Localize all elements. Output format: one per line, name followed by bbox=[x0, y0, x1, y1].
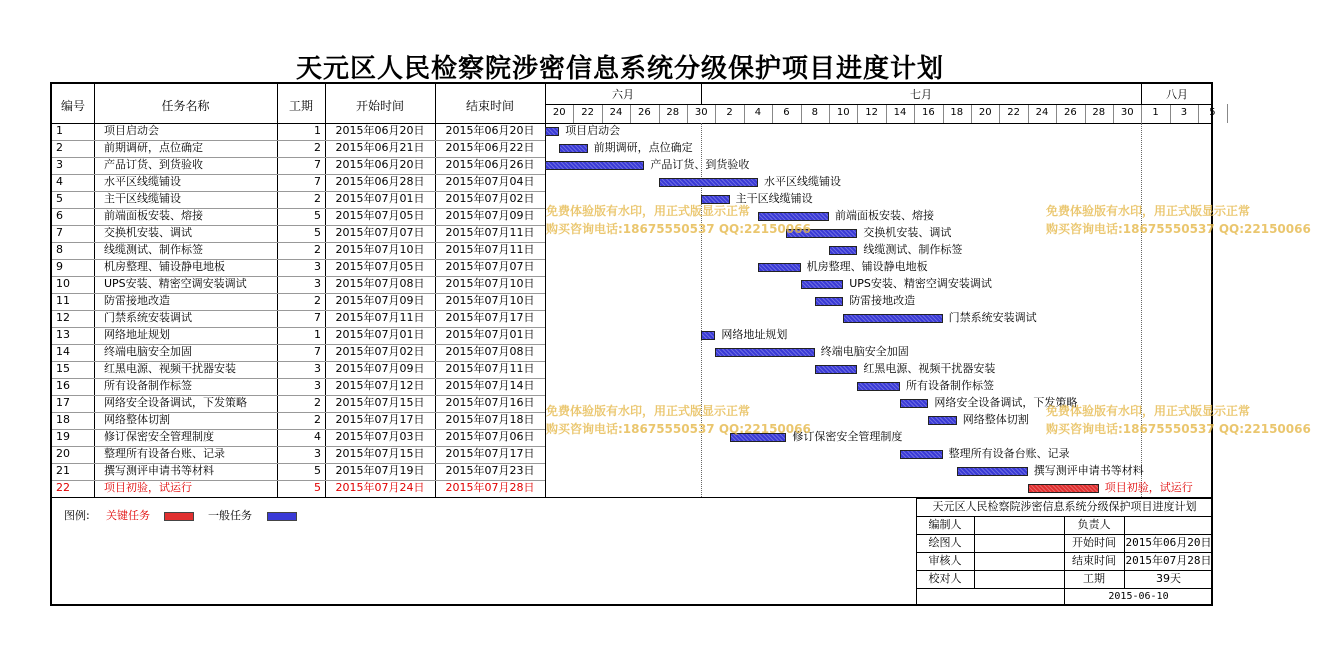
header-duration: 工期 bbox=[288, 99, 313, 113]
task-id: 6 bbox=[56, 209, 63, 222]
task-duration: 7 bbox=[314, 158, 321, 171]
gantt-bar bbox=[843, 314, 942, 323]
gantt-bar bbox=[701, 331, 715, 340]
gantt-frame bbox=[50, 82, 1311, 606]
info-date: 2015-06-10 bbox=[1108, 591, 1169, 602]
info-title: 天元区人民检察院涉密信息系统分级保护项目进度计划 bbox=[932, 500, 1197, 513]
info-editor-label: 编制人 bbox=[928, 518, 962, 531]
watermark-line1: 免费体验版有水印，用正式版显示正常 bbox=[1046, 204, 1251, 218]
gantt-bar bbox=[957, 467, 1028, 476]
table-row bbox=[52, 310, 545, 327]
task-id: 15 bbox=[56, 362, 70, 375]
task-duration: 2 bbox=[314, 294, 321, 307]
timeline-tick: 5 bbox=[1209, 107, 1216, 118]
task-end: 2015年06月20日 bbox=[445, 124, 535, 137]
task-end: 2015年06月26日 bbox=[445, 158, 535, 171]
task-duration: 5 bbox=[314, 226, 321, 239]
task-duration: 3 bbox=[314, 277, 321, 290]
table-row bbox=[52, 276, 545, 293]
gantt-bar bbox=[815, 297, 843, 306]
task-duration: 4 bbox=[314, 430, 321, 443]
month-august: 八月 bbox=[1166, 88, 1188, 101]
task-id: 2 bbox=[56, 141, 63, 154]
task-start: 2015年07月19日 bbox=[335, 464, 425, 477]
month-july: 七月 bbox=[910, 88, 932, 101]
task-start: 2015年07月17日 bbox=[335, 413, 425, 426]
month-boundary-line bbox=[1141, 123, 1142, 497]
table-row bbox=[52, 293, 545, 310]
task-id: 17 bbox=[56, 396, 70, 409]
tick-divider bbox=[1227, 104, 1228, 123]
task-id: 21 bbox=[56, 464, 70, 477]
task-start: 2015年07月07日 bbox=[335, 226, 425, 239]
gantt-bar-label: 撰写测评申请书等材料 bbox=[1033, 464, 1144, 477]
timeline-tick: 2 bbox=[726, 107, 733, 118]
task-name: 项目初验，试运行 bbox=[104, 481, 192, 494]
info-duration-label: 工期 bbox=[1083, 572, 1105, 585]
task-name: 项目启动会 bbox=[104, 124, 159, 137]
task-id: 19 bbox=[56, 430, 70, 443]
task-start: 2015年07月01日 bbox=[335, 192, 425, 205]
table-row bbox=[52, 225, 545, 242]
task-duration: 1 bbox=[314, 328, 321, 341]
task-duration: 3 bbox=[314, 447, 321, 460]
task-name: 交换机安装、调试 bbox=[104, 226, 192, 239]
task-end: 2015年07月09日 bbox=[445, 209, 535, 222]
header-name: 任务名称 bbox=[161, 99, 210, 113]
task-start: 2015年07月09日 bbox=[335, 362, 425, 375]
task-name: 防雷接地改造 bbox=[104, 294, 170, 307]
gantt-bar bbox=[801, 280, 844, 289]
task-duration: 7 bbox=[314, 311, 321, 324]
watermark-line1: 免费体验版有水印，用正式版显示正常 bbox=[1046, 404, 1251, 418]
timeline-tick: 20 bbox=[978, 107, 992, 118]
task-end: 2015年07月04日 bbox=[445, 175, 535, 188]
timeline-tick: 28 bbox=[1092, 107, 1106, 118]
task-name: 网络地址规划 bbox=[104, 328, 170, 341]
task-start: 2015年07月03日 bbox=[335, 430, 425, 443]
table-row bbox=[52, 157, 545, 174]
task-id: 13 bbox=[56, 328, 70, 341]
task-name: 主干区线缆铺设 bbox=[104, 192, 181, 205]
gantt-bar-label: 项目初验，试运行 bbox=[1104, 481, 1193, 494]
watermark-line1: 免费体验版有水印，用正式版显示正常 bbox=[546, 204, 751, 218]
task-name: 所有设备制作标签 bbox=[104, 379, 192, 392]
gantt-bar-label: 机房整理、铺设静电地板 bbox=[806, 260, 928, 273]
task-duration: 3 bbox=[314, 379, 321, 392]
gantt-bar-label: UPS安装、精密空调安装调试 bbox=[849, 277, 992, 290]
table-row bbox=[52, 395, 545, 412]
task-start: 2015年07月11日 bbox=[335, 311, 425, 324]
task-id: 1 bbox=[56, 124, 63, 137]
gantt-bar bbox=[659, 178, 758, 187]
table-row bbox=[52, 412, 545, 429]
timeline-tick: 26 bbox=[638, 107, 651, 118]
task-start: 2015年07月09日 bbox=[335, 294, 425, 307]
task-id: 14 bbox=[56, 345, 70, 358]
timeline-tick: 20 bbox=[552, 107, 566, 118]
task-name: 前期调研，点位确定 bbox=[104, 141, 203, 154]
gantt-bar-label: 网络地址规划 bbox=[721, 328, 788, 341]
timeline-tick: 24 bbox=[609, 107, 623, 118]
task-name: 机房整理、铺设静电地板 bbox=[104, 260, 225, 273]
task-duration: 3 bbox=[314, 260, 321, 273]
timeline-tick: 3 bbox=[1180, 107, 1188, 118]
task-start: 2015年07月01日 bbox=[335, 328, 425, 341]
task-end: 2015年07月23日 bbox=[445, 464, 535, 477]
timeline-tick: 12 bbox=[865, 107, 878, 118]
table-row bbox=[52, 259, 545, 276]
gantt-bar-label: 前期调研，点位确定 bbox=[593, 141, 693, 154]
task-name: 线缆测试、制作标签 bbox=[104, 243, 203, 256]
task-end: 2015年07月10日 bbox=[445, 294, 535, 307]
header-end: 结束时间 bbox=[465, 99, 514, 113]
task-id: 12 bbox=[56, 311, 70, 324]
gantt-bar bbox=[928, 416, 956, 425]
task-start: 2015年07月15日 bbox=[335, 396, 425, 409]
task-start: 2015年07月08日 bbox=[335, 277, 425, 290]
task-id: 22 bbox=[56, 481, 70, 494]
gantt-bar bbox=[900, 399, 928, 408]
table-row bbox=[52, 242, 545, 259]
legend-normal-label: 一般任务 bbox=[208, 509, 252, 522]
task-duration: 7 bbox=[314, 345, 321, 358]
legend-normal-swatch bbox=[267, 512, 297, 521]
gantt-bar-label: 交换机安装、调试 bbox=[863, 226, 952, 239]
info-reviewer-label: 审核人 bbox=[928, 554, 962, 567]
task-end: 2015年07月08日 bbox=[445, 345, 535, 358]
gantt-bar-label: 修订保密安全管理制度 bbox=[792, 430, 903, 443]
task-duration: 5 bbox=[314, 464, 321, 477]
task-id: 20 bbox=[56, 447, 70, 460]
table-row bbox=[52, 327, 545, 344]
task-id: 8 bbox=[56, 243, 63, 256]
timeline-tick: 8 bbox=[811, 107, 818, 118]
task-name: 门禁系统安装调试 bbox=[104, 311, 192, 324]
gantt-bar-label: 主干区线缆铺设 bbox=[735, 192, 813, 205]
timeline-tick: 28 bbox=[666, 107, 680, 118]
task-id: 7 bbox=[56, 226, 63, 239]
task-name: UPS安装、精密空调安装调试 bbox=[104, 277, 247, 290]
task-end: 2015年06月22日 bbox=[445, 141, 535, 154]
month-divider bbox=[1141, 84, 1142, 104]
timeline-tick: 26 bbox=[1064, 107, 1077, 118]
task-name: 产品订货、到货验收 bbox=[104, 158, 203, 171]
gantt-bar bbox=[559, 144, 587, 153]
task-duration: 7 bbox=[314, 175, 321, 188]
info-start: 2015年06月20日 bbox=[1125, 536, 1212, 549]
task-end: 2015年07月11日 bbox=[445, 362, 535, 375]
task-end: 2015年07月01日 bbox=[445, 328, 535, 341]
gantt-bar bbox=[758, 263, 801, 272]
task-end: 2015年07月11日 bbox=[445, 243, 535, 256]
task-start: 2015年07月10日 bbox=[335, 243, 425, 256]
month-split-line bbox=[545, 104, 1213, 105]
info-responsible-label: 负责人 bbox=[1077, 518, 1111, 531]
timeline-tick: 24 bbox=[1035, 107, 1049, 118]
task-start: 2015年06月21日 bbox=[335, 141, 425, 154]
task-duration: 2 bbox=[314, 141, 321, 154]
table-row bbox=[52, 140, 545, 157]
task-end: 2015年07月17日 bbox=[445, 311, 535, 324]
task-end: 2015年07月02日 bbox=[445, 192, 535, 205]
table-row bbox=[52, 446, 545, 463]
timeline-tick: 30 bbox=[694, 107, 708, 118]
table-row bbox=[52, 344, 545, 361]
task-id: 18 bbox=[56, 413, 70, 426]
task-duration: 2 bbox=[314, 396, 321, 409]
task-name: 前端面板安装、熔接 bbox=[104, 209, 203, 222]
task-id: 4 bbox=[56, 175, 63, 188]
task-start: 2015年07月05日 bbox=[335, 260, 425, 273]
timeline-tick: 4 bbox=[754, 107, 762, 118]
task-duration: 5 bbox=[314, 481, 321, 494]
timeline-tick: 30 bbox=[1120, 107, 1134, 118]
info-drawer-label: 绘图人 bbox=[928, 536, 962, 549]
task-duration: 2 bbox=[314, 243, 321, 256]
task-name: 网络安全设备调试，下发策略 bbox=[104, 396, 247, 409]
timeline-tick: 6 bbox=[783, 107, 790, 118]
header-id: 编号 bbox=[60, 99, 85, 113]
info-checker-label: 校对人 bbox=[928, 572, 962, 585]
task-name: 网络整体切割 bbox=[104, 413, 170, 426]
gantt-bar-label: 红黑电源、视频干扰器安装 bbox=[863, 362, 996, 375]
watermark-line2: 购买咨询电话:18675550537 QQ:22150066 bbox=[546, 222, 811, 236]
task-id: 9 bbox=[56, 260, 63, 273]
timeline-tick: 18 bbox=[950, 107, 964, 118]
task-duration: 5 bbox=[314, 209, 321, 222]
gantt-bar bbox=[715, 348, 814, 357]
gantt-bar-label: 终端电脑安全加固 bbox=[820, 345, 909, 358]
task-end: 2015年07月06日 bbox=[445, 430, 535, 443]
watermark-line2: 购买咨询电话:18675550537 QQ:22150066 bbox=[1046, 422, 1311, 436]
task-start: 2015年06月20日 bbox=[335, 158, 425, 171]
task-end: 2015年07月16日 bbox=[445, 396, 535, 409]
info-col-line bbox=[974, 516, 975, 588]
legend-critical-label: 关键任务 bbox=[106, 509, 150, 522]
task-name: 终端电脑安全加固 bbox=[104, 345, 192, 358]
gantt-bar bbox=[1028, 484, 1099, 493]
task-start: 2015年07月15日 bbox=[335, 447, 425, 460]
gantt-bar-label: 防雷接地改造 bbox=[849, 294, 916, 307]
task-duration: 2 bbox=[314, 413, 321, 426]
watermark-line1: 免费体验版有水印，用正式版显示正常 bbox=[546, 404, 751, 418]
task-end: 2015年07月28日 bbox=[445, 481, 535, 494]
gantt-bar-label: 水平区线缆铺设 bbox=[764, 175, 841, 188]
gantt-bar-label: 所有设备制作标签 bbox=[906, 379, 994, 392]
task-name: 修订保密安全管理制度 bbox=[104, 430, 214, 443]
gantt-bar-label: 网络整体切割 bbox=[962, 413, 1029, 426]
task-end: 2015年07月07日 bbox=[445, 260, 535, 273]
header-start: 开始时间 bbox=[355, 99, 404, 113]
legend-label: 图例: bbox=[64, 509, 90, 522]
table-row bbox=[52, 123, 545, 140]
timeline-tick: 22 bbox=[1007, 107, 1020, 118]
table-row bbox=[52, 174, 545, 191]
task-id: 10 bbox=[56, 277, 70, 290]
task-start: 2015年06月20日 bbox=[335, 124, 425, 137]
table-row bbox=[52, 480, 545, 497]
gantt-bar-label: 门禁系统安装调试 bbox=[948, 311, 1037, 324]
legend-critical-swatch bbox=[164, 512, 194, 521]
timeline-tick: 16 bbox=[922, 107, 935, 118]
month-divider bbox=[701, 84, 702, 104]
table-row bbox=[52, 429, 545, 446]
gantt-bar-label: 项目启动会 bbox=[565, 124, 621, 137]
table-row bbox=[52, 191, 545, 208]
gantt-bar-label: 前端面板安装、熔接 bbox=[835, 209, 934, 222]
task-name: 整理所有设备台账、记录 bbox=[104, 447, 225, 460]
page-title: 天元区人民检察院涉密信息系统分级保护项目进度计划 bbox=[295, 54, 944, 84]
task-start: 2015年07月05日 bbox=[335, 209, 425, 222]
timeline-tick: 14 bbox=[893, 107, 907, 118]
task-id: 16 bbox=[56, 379, 70, 392]
task-name: 水平区线缆铺设 bbox=[104, 175, 181, 188]
timeline-tick: 1 bbox=[1152, 107, 1159, 118]
gantt-bar bbox=[545, 127, 559, 136]
task-end: 2015年07月14日 bbox=[445, 379, 535, 392]
task-id: 3 bbox=[56, 158, 63, 171]
task-start: 2015年06月28日 bbox=[335, 175, 425, 188]
watermark-line2: 购买咨询电话:18675550537 QQ:22150066 bbox=[1046, 222, 1311, 236]
gantt-bar-label: 产品订货、到货验收 bbox=[650, 158, 750, 171]
gantt-bar-label: 线缆测试、制作标签 bbox=[863, 243, 963, 256]
task-start: 2015年07月02日 bbox=[335, 345, 425, 358]
table-row bbox=[52, 361, 545, 378]
info-duration: 39天 bbox=[1156, 572, 1181, 585]
table-row bbox=[52, 378, 545, 395]
watermark-line2: 购买咨询电话:18675550537 QQ:22150066 bbox=[546, 422, 811, 436]
task-duration: 2 bbox=[314, 192, 321, 205]
gantt-bar bbox=[900, 450, 943, 459]
table-row bbox=[52, 208, 545, 225]
info-start-label: 开始时间 bbox=[1072, 536, 1116, 549]
task-end: 2015年07月10日 bbox=[445, 277, 535, 290]
task-end: 2015年07月18日 bbox=[445, 413, 535, 426]
task-start: 2015年07月24日 bbox=[335, 481, 425, 494]
gantt-bar-label: 整理所有设备台账、记录 bbox=[948, 447, 1070, 460]
task-name: 撰写测评申请书等材料 bbox=[104, 464, 214, 477]
gantt-bar bbox=[829, 246, 857, 255]
task-id: 5 bbox=[56, 192, 63, 205]
task-duration: 3 bbox=[314, 362, 321, 375]
month-june: 六月 bbox=[612, 88, 634, 101]
info-end-label: 结束时间 bbox=[1072, 554, 1116, 567]
task-end: 2015年07月11日 bbox=[445, 226, 535, 239]
gantt-bar bbox=[857, 382, 900, 391]
gantt-bar bbox=[545, 161, 644, 170]
table-row bbox=[52, 463, 545, 480]
task-name: 红黑电源、视频干扰器安装 bbox=[104, 362, 236, 375]
gantt-bar-label: 网络安全设备调试，下发策略 bbox=[934, 396, 1078, 409]
timeline-tick: 10 bbox=[836, 107, 850, 118]
timeline-tick: 22 bbox=[581, 107, 594, 118]
task-end: 2015年07月17日 bbox=[445, 447, 535, 460]
task-duration: 1 bbox=[314, 124, 321, 137]
info-end: 2015年07月28日 bbox=[1125, 554, 1212, 567]
gantt-bar bbox=[815, 365, 858, 374]
task-id: 11 bbox=[56, 294, 70, 307]
task-start: 2015年07月12日 bbox=[335, 379, 425, 392]
